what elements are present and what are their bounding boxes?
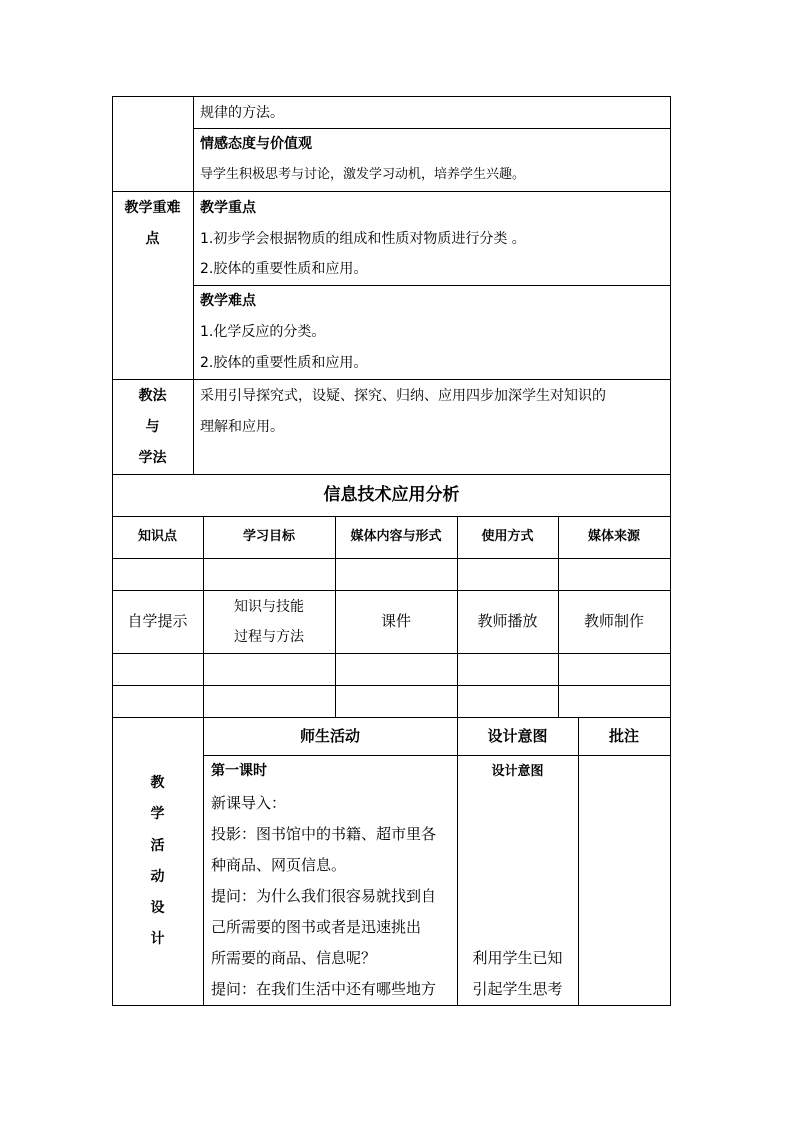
rule-act-col3: [578, 717, 579, 1006]
activity-line: 提问：在我们生活中还有哪些地方: [211, 980, 437, 998]
activity-line: 新课导入：: [211, 794, 287, 812]
it-header-media: 媒体内容与形式: [350, 529, 442, 544]
design-line: 利用学生已知: [472, 949, 563, 967]
emotion-heading: 情感态度与价值观: [200, 136, 312, 152]
activity-side-label: 设: [150, 900, 165, 916]
methods-label: 与: [145, 419, 160, 435]
rule-label-col: [193, 96, 194, 475]
difficulty-heading: 教学难点: [200, 293, 256, 309]
activity-header-design: 设计意图: [487, 727, 548, 745]
rule-row3: [112, 653, 671, 654]
activity-side-label: 动: [150, 869, 165, 885]
rule-activity: [112, 717, 671, 718]
methods-label: 学法: [138, 450, 167, 466]
rule-row4: [112, 685, 671, 686]
methods-text: 采用引导探究式，设疑、探究、归纳、应用四步加深学生对知识的: [200, 388, 606, 404]
it-header-goal: 学习目标: [242, 529, 295, 544]
rule-it-headers: [112, 516, 671, 517]
rule-it-title: [112, 474, 671, 475]
lesson-title: 第一课时: [211, 763, 267, 779]
activity-header-teacher-student: 师生活动: [299, 727, 360, 745]
rule-row2: [112, 590, 671, 591]
rule-act-col1: [203, 717, 204, 1006]
activity-line: 所需要的商品、信息呢？: [211, 949, 377, 967]
it-header-usage: 使用方式: [481, 529, 534, 544]
it-header-knowledge: 知识点: [137, 529, 177, 544]
rule-row1: [112, 558, 671, 559]
activity-line: 种商品、网页信息。: [211, 856, 347, 874]
methods-label: 教法: [138, 388, 167, 404]
key-points-label-2: 点: [145, 231, 160, 247]
key-points-label-1: 教学重难: [124, 200, 181, 216]
it-cell-usage: 教师播放: [477, 612, 538, 630]
rule-difficulty: [193, 285, 671, 286]
activity-side-label: 活: [150, 838, 165, 854]
activity-side-label: 计: [150, 931, 165, 947]
rule-top: [112, 96, 671, 97]
activity-header-notes: 批注: [608, 727, 639, 745]
design-heading: 设计意图: [491, 764, 544, 779]
difficulty-item: 2.胶体的重要性质和应用。: [200, 355, 368, 371]
difficulty-item: 1.化学反应的分类。: [200, 324, 326, 340]
rule-bottom: [112, 1005, 671, 1006]
it-cell-goal: 过程与方法: [234, 629, 304, 645]
it-cell-source: 教师制作: [583, 612, 644, 630]
activity-side-label: 教: [150, 775, 165, 791]
rule-emotion: [193, 128, 671, 129]
activity-line: 己所需要的图书或者是迅速挑出: [211, 918, 422, 936]
it-header-source: 媒体来源: [587, 529, 640, 544]
it-cell-knowledge: 自学提示: [127, 612, 188, 630]
objective-continuation: 规律的方法。: [200, 105, 284, 121]
emotion-text: 导学生积极思考与讨论，激发学习动机，培养学生兴趣。: [200, 167, 526, 182]
focus-item: 2.胶体的重要性质和应用。: [200, 261, 368, 277]
focus-heading: 教学重点: [200, 200, 256, 216]
rule-methods: [112, 379, 671, 380]
focus-item: 1.初步学会根据物质的组成和性质对物质进行分类 。: [200, 231, 526, 247]
rule-right: [670, 96, 671, 1006]
activity-side-label: 学: [150, 806, 165, 822]
it-analysis-title: 信息技术应用分析: [323, 485, 460, 505]
activity-line: 提问：为什么我们很容易就找到自: [211, 887, 437, 905]
rule-activity-headers: [203, 755, 671, 756]
methods-text: 理解和应用。: [200, 419, 284, 435]
it-cell-media: 课件: [380, 612, 411, 630]
it-cell-goal: 知识与技能: [234, 599, 304, 615]
design-line: 引起学生思考: [472, 980, 563, 998]
activity-line: 投影：图书馆中的书籍、超市里各: [211, 825, 437, 843]
rule-key-points: [112, 191, 671, 192]
